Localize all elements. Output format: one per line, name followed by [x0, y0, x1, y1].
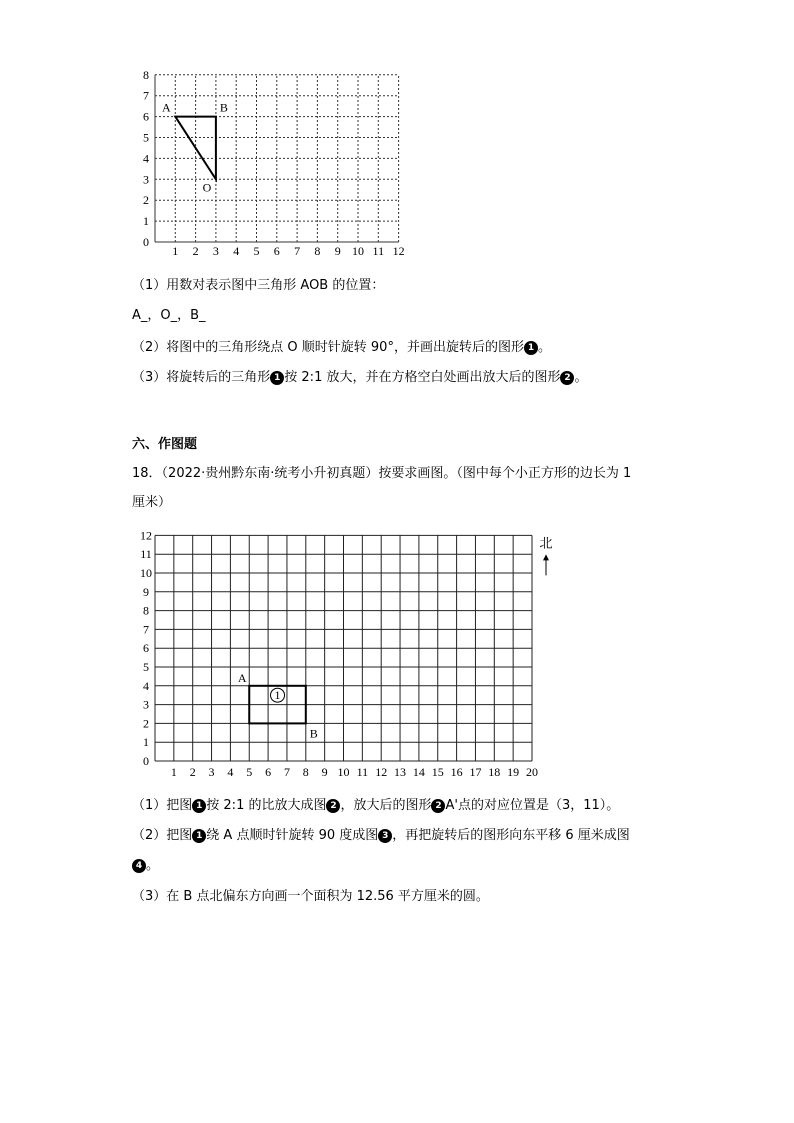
grid1-y-tick: 3 [143, 172, 149, 187]
grid1-x-tick: 9 [334, 244, 341, 258]
q18-stem-line2: 厘米） [132, 495, 172, 510]
grid2-y-tick: 3 [143, 697, 149, 712]
grid2-x-tick: 20 [526, 765, 538, 779]
q17-part2-text: （2）将图中的三角形绕点 O 顺时针旋转 90°，并画出旋转后的图形 [132, 340, 524, 355]
grid2-y-tick: 10 [140, 566, 152, 580]
grid1-y-tick: 0 [143, 235, 149, 249]
grid2-x-tick: 7 [283, 765, 290, 779]
q18-part2-text-b: 绕 A 点顺时针旋转 90 度成图 [206, 828, 379, 843]
grid1-x-tick: 6 [273, 244, 280, 258]
circled-number-1: 1 [524, 341, 538, 355]
grid2-x-tick: 1 [170, 765, 177, 779]
grid2-y-tick: 4 [143, 678, 149, 693]
grid2-x-tick: 6 [265, 765, 272, 779]
grid2-x-tick: 11 [356, 765, 369, 779]
grid1-x-tick: 1 [172, 244, 179, 258]
grid1-x-tick: 12 [392, 244, 405, 258]
grid1-x-tick: 10 [352, 244, 364, 258]
section-title: 六、作图题 [132, 437, 198, 452]
q18-part2 [132, 827, 630, 845]
grid1-x-tick: 7 [294, 244, 301, 258]
q18-part1-text-d: A'点的对应位置是（3，11）。 [445, 798, 620, 813]
grid2-x-tick: 19 [507, 765, 520, 779]
grid1-x-tick: 5 [253, 244, 260, 258]
q18-part2-text-c: ，再把旋转后的图形向东平移 6 厘米成图 [392, 828, 630, 843]
q17-part2-tail: 。 [537, 340, 551, 355]
grid2-x-tick: 3 [208, 765, 215, 779]
circled-number-2: 2 [560, 371, 574, 385]
q17-part1-text: （1）用数对表示图中三角形 AOB 的位置： [132, 278, 385, 293]
q18-part1-text-b: 按 2:1 的比放大成图 [206, 798, 327, 813]
grid2-x-tick: 12 [375, 765, 388, 779]
grid1-y-tick: 5 [143, 130, 149, 145]
grid2-x-tick: 10 [337, 765, 350, 779]
grid2-y-tick: 0 [143, 754, 149, 768]
grid1-y-tick: 4 [143, 151, 149, 166]
circled-number-1: 1 [270, 371, 284, 385]
grid1-x-tick: 11 [372, 244, 385, 258]
q17-part3-text-b: 按 2:1 放大，并在方格空白处画出放大后的图形 [284, 370, 561, 385]
north-label: 北 [539, 536, 553, 552]
grid2-x-tick: 18 [488, 765, 501, 779]
circled-number-4: 4 [132, 859, 146, 873]
grid1-y-tick: 8 [143, 67, 149, 82]
q18-part1 [132, 797, 619, 815]
grid2-y-tick: 6 [143, 641, 149, 656]
grid2-y-tick: 8 [143, 603, 149, 618]
circled-number-2: 2 [326, 799, 340, 813]
grid2-x-tick: 8 [302, 765, 309, 779]
grid1-y-tick: 7 [143, 88, 149, 103]
grid1-x-tick: 4 [233, 244, 240, 258]
q18-part1-text-c: ，放大后的图形 [340, 798, 432, 813]
grid2-y-tick: 1 [143, 735, 149, 750]
grid2-y-tick: 5 [143, 660, 149, 674]
grid2-x-tick: 14 [412, 765, 425, 779]
q18-part3: （3）在 B 点北偏东方向画一个面积为 12.56 平方厘米的圆。 [132, 889, 489, 904]
grid2-x-tick: 5 [246, 765, 253, 779]
grid2-x-tick: 2 [189, 765, 196, 779]
grid2-y-tick: 9 [143, 584, 149, 599]
grid1-x-tick: 2 [192, 244, 199, 258]
q18-part2-text-a: （2）把图 [132, 828, 193, 843]
q17-part1-answer: A_，O_，B_ [132, 308, 206, 323]
circled-number-2: 2 [431, 799, 445, 813]
q18-part2-tail: 。 [146, 858, 160, 873]
grid1-x-tick: 3 [212, 244, 219, 258]
north-arrow-icon [543, 554, 549, 560]
q17-part3-tail: 。 [574, 370, 588, 385]
grid2-y-tick: 2 [143, 716, 149, 731]
q17-part3-text-a: （3）将旋转后的三角形 [132, 370, 271, 385]
circled-number-1: 1 [192, 799, 206, 813]
point-label-a: A [237, 670, 247, 685]
q18-part1-text-a: （1）把图 [132, 798, 193, 813]
circled-number-3: 3 [378, 829, 392, 843]
grid1-y-tick: 2 [143, 193, 149, 208]
q18-part2-line2 [132, 857, 159, 875]
grid2-x-tick: 13 [394, 765, 407, 779]
point-label-b: B [309, 726, 318, 741]
grid2-x-tick: 16 [450, 765, 463, 779]
grid1-y-tick: 1 [143, 214, 149, 229]
grid2-x-tick: 17 [469, 765, 482, 779]
grid2-x-tick: 9 [321, 765, 328, 779]
point-label-b: B [219, 100, 228, 115]
grid2-x-tick: 15 [431, 765, 444, 779]
grid1-y-tick: 6 [143, 109, 149, 124]
q18-stem-line1: 18．（2022·贵州黔东南·统考小升初真题）按要求画图。（图中每个小正方形的边长为 1 [132, 466, 632, 481]
shape-1-number: 1 [274, 688, 281, 703]
circled-number-1: 1 [192, 829, 206, 843]
grid2-y-tick: 7 [143, 622, 149, 637]
grid2-y-tick: 11 [140, 547, 152, 562]
grid1-x-tick: 8 [314, 244, 321, 258]
point-label-o: O [202, 180, 212, 195]
grid2-x-tick: 4 [227, 765, 234, 779]
point-label-a: A [161, 100, 171, 115]
grid2-y-tick: 12 [140, 528, 152, 543]
